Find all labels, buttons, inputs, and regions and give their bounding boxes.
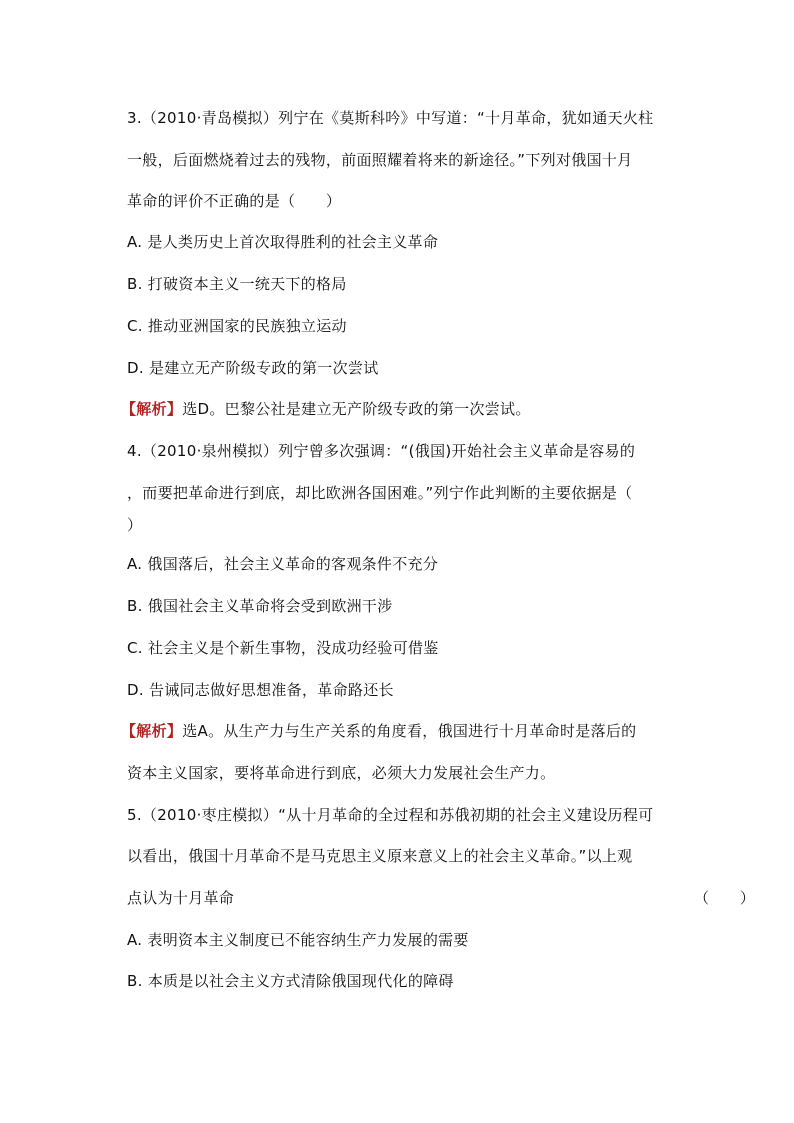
q3-option-c: C. 推动亚洲国家的民族独立运动: [127, 317, 347, 335]
q5-stem-line-3: [127, 887, 756, 909]
q3-analysis: [121, 398, 661, 420]
q4-stem-line-3: ）: [127, 516, 143, 534]
q5-answer-blank: （ ）: [694, 889, 756, 907]
q5-stem-line-1: 5.（2010·枣庄模拟）“从十月革命的全过程和苏俄初期的社会主义建设历程可: [127, 806, 654, 824]
analysis-label: 【解析】: [121, 400, 183, 418]
q4-option-c: C. 社会主义是个新生事物，没成功经验可借鉴: [127, 639, 439, 657]
q3-option-d: D. 是建立无产阶级专政的第一次尝试: [127, 359, 379, 377]
q3-stem-line-2: 一般，后面燃烧着过去的残物，前面照耀着将来的新途径。”下列对俄国十月: [127, 151, 633, 169]
q4-option-d: D. 告诫同志做好思想准备，革命路还长: [127, 681, 394, 699]
analysis-label: 【解析】: [121, 722, 183, 740]
q5-option-b: B. 本质是以社会主义方式清除俄国现代化的障碍: [127, 972, 454, 990]
q3-analysis-text: 选D。巴黎公社是建立无产阶级专政的第一次尝试。: [182, 400, 531, 418]
q5-option-a: A. 表明资本主义制度已不能容纳生产力发展的需要: [127, 931, 469, 949]
q4-analysis-line-1: [121, 720, 661, 742]
q5-stem-text-3: 点认为十月革命: [127, 889, 235, 907]
q5-stem-line-2: 以看出，俄国十月革命不是马克思主义原来意义上的社会主义革命。”以上观: [127, 847, 633, 865]
q3-stem-line-1: 3.（2010·青岛模拟）列宁在《莫斯科吟》中写道：“十月革命，犹如通天火柱: [127, 109, 654, 127]
q4-stem-line-1: 4.（2010·泉州模拟）列宁曾多次强调：“(俄国)开始社会主义革命是容易的: [127, 442, 636, 460]
q3-option-a: A. 是人类历史上首次取得胜利的社会主义革命: [127, 233, 439, 251]
q3-stem-line-3: 革命的评价不正确的是（ ）: [127, 192, 342, 210]
q4-analysis-line-2: 资本主义国家，要将革命进行到底，必须大力发展社会生产力。: [127, 764, 556, 782]
q4-option-a: A. 俄国落后，社会主义革命的客观条件不充分: [127, 555, 439, 573]
q3-option-b: B. 打破资本主义一统天下的格局: [127, 275, 347, 293]
q4-analysis-text-1: 选A。从生产力与生产关系的角度看，俄国进行十月革命时是落后的: [182, 722, 637, 740]
q4-option-b: B. 俄国社会主义革命将会受到欧洲干涉: [127, 597, 393, 615]
q4-stem-line-2: ，而要把革命进行到底，却比欧洲各国困难。”列宁作此判断的主要依据是（: [127, 484, 633, 502]
